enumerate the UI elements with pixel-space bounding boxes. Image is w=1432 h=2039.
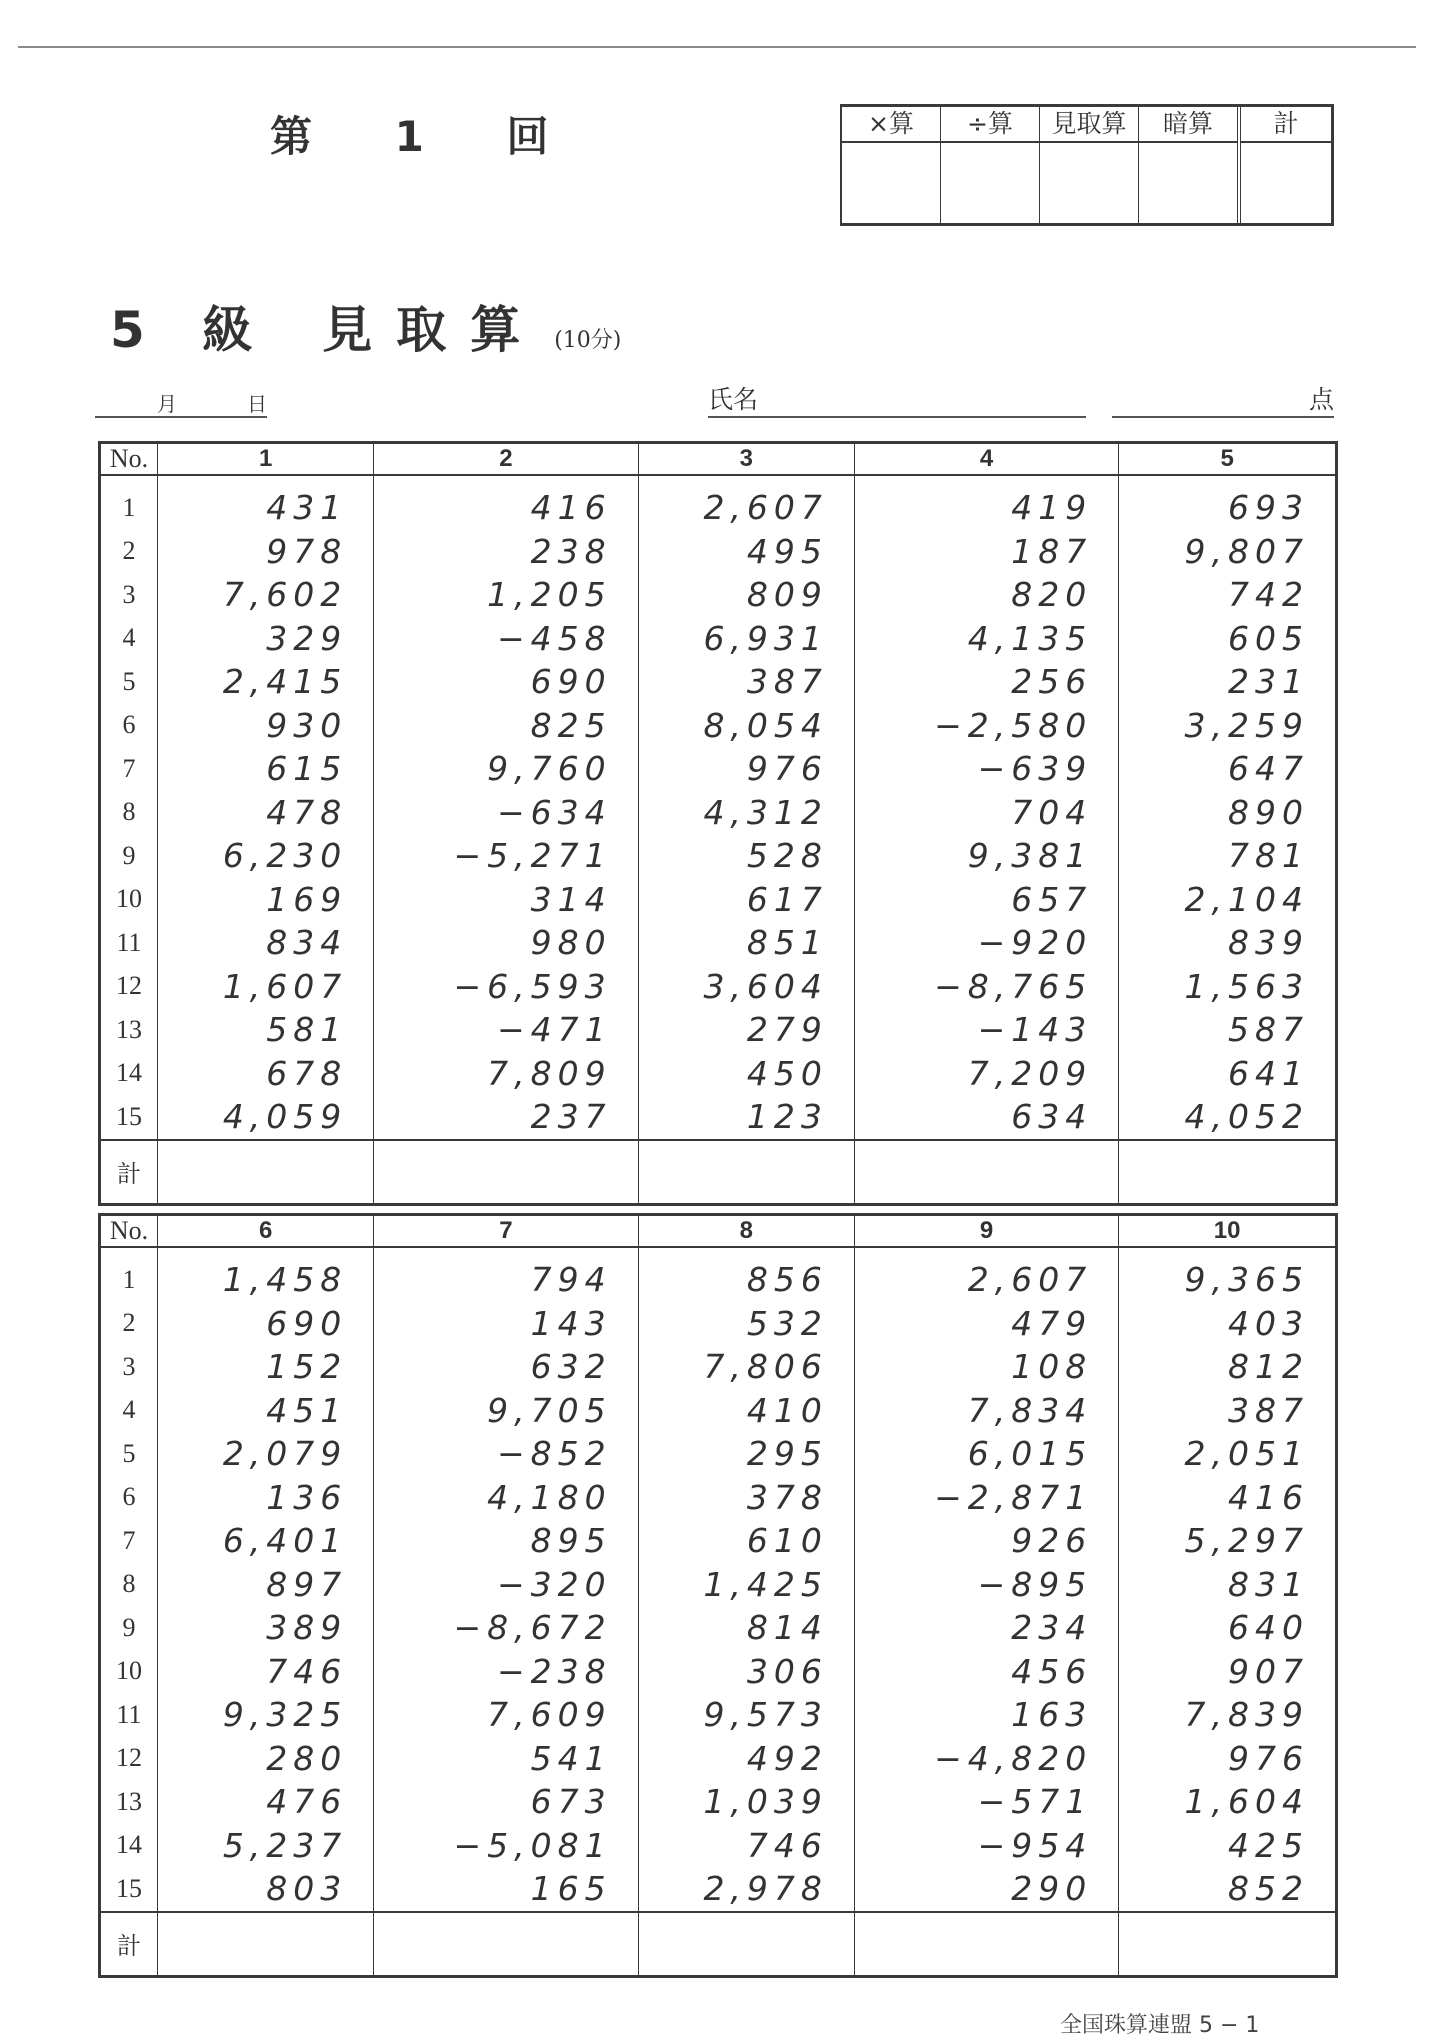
row-number: 7 bbox=[100, 747, 158, 791]
number-cell: 7,806 bbox=[638, 1345, 854, 1389]
number-cell: 2,079 bbox=[158, 1432, 374, 1476]
points-label: 点 bbox=[1308, 385, 1334, 414]
number-cell: 1,205 bbox=[374, 573, 638, 617]
number-cell: 9,705 bbox=[374, 1389, 638, 1433]
table-row bbox=[100, 573, 1337, 617]
table-header-row bbox=[100, 443, 1337, 476]
score-cell[interactable] bbox=[941, 143, 1039, 223]
number-cell: 9,365 bbox=[1119, 1247, 1337, 1302]
number-cell: 378 bbox=[638, 1476, 854, 1520]
number-cell: 834 bbox=[158, 921, 374, 965]
table-row bbox=[100, 965, 1337, 1009]
answer-cell[interactable] bbox=[1119, 1912, 1337, 1977]
number-cell: 690 bbox=[158, 1302, 374, 1346]
problem-header: 5 bbox=[1119, 443, 1337, 476]
table-row bbox=[100, 1824, 1337, 1868]
table-row bbox=[100, 1867, 1337, 1912]
row-number: 5 bbox=[100, 1432, 158, 1476]
number-cell: 9,325 bbox=[158, 1693, 374, 1737]
number-cell: 8,054 bbox=[638, 704, 854, 748]
number-cell: 605 bbox=[1119, 617, 1337, 661]
row-number: 8 bbox=[100, 791, 158, 835]
number-cell: −852 bbox=[374, 1432, 638, 1476]
answer-cell[interactable] bbox=[854, 1912, 1118, 1977]
row-number: 6 bbox=[100, 704, 158, 748]
number-cell: 3,259 bbox=[1119, 704, 1337, 748]
row-number: 12 bbox=[100, 965, 158, 1009]
row-number: 8 bbox=[100, 1563, 158, 1607]
score-col-multiplication bbox=[842, 107, 941, 223]
number-cell: 7,602 bbox=[158, 573, 374, 617]
number-cell: 492 bbox=[638, 1737, 854, 1781]
number-cell: 2,607 bbox=[638, 475, 854, 530]
row-number: 5 bbox=[100, 660, 158, 704]
number-cell: 425 bbox=[1119, 1824, 1337, 1868]
number-cell: 234 bbox=[854, 1606, 1118, 1650]
number-cell: 930 bbox=[158, 704, 374, 748]
number-cell: 693 bbox=[1119, 475, 1337, 530]
number-cell: 746 bbox=[638, 1824, 854, 1868]
name-field[interactable] bbox=[708, 380, 1086, 418]
table-row bbox=[100, 1345, 1337, 1389]
number-cell: 163 bbox=[854, 1693, 1118, 1737]
number-cell: 794 bbox=[374, 1247, 638, 1302]
score-head: 見取算 bbox=[1040, 107, 1138, 143]
number-cell: 528 bbox=[638, 834, 854, 878]
number-cell: 852 bbox=[1119, 1867, 1337, 1912]
score-head: ÷算 bbox=[941, 107, 1039, 143]
number-cell: 295 bbox=[638, 1432, 854, 1476]
number-cell: 820 bbox=[854, 573, 1118, 617]
number-cell: 416 bbox=[374, 475, 638, 530]
score-cell[interactable] bbox=[1139, 143, 1237, 223]
table-row bbox=[100, 1008, 1337, 1052]
number-cell: 926 bbox=[854, 1519, 1118, 1563]
number-cell: 5,297 bbox=[1119, 1519, 1337, 1563]
number-cell: 165 bbox=[374, 1867, 638, 1912]
number-cell: 673 bbox=[374, 1780, 638, 1824]
number-cell: 581 bbox=[158, 1008, 374, 1052]
row-number: 7 bbox=[100, 1519, 158, 1563]
total-label: 計 bbox=[100, 1912, 158, 1977]
number-cell: 237 bbox=[374, 1095, 638, 1140]
table-row bbox=[100, 1052, 1337, 1096]
number-cell: −2,871 bbox=[854, 1476, 1118, 1520]
problem-table-1-5 bbox=[98, 441, 1338, 1206]
number-cell: 403 bbox=[1119, 1302, 1337, 1346]
row-number: 4 bbox=[100, 617, 158, 661]
number-cell: 450 bbox=[638, 1052, 854, 1096]
answer-cell[interactable] bbox=[374, 1140, 638, 1205]
number-cell: −238 bbox=[374, 1650, 638, 1694]
table-row bbox=[100, 1563, 1337, 1607]
number-cell: 976 bbox=[638, 747, 854, 791]
row-number: 2 bbox=[100, 530, 158, 574]
score-col-total bbox=[1241, 107, 1331, 223]
number-cell: 746 bbox=[158, 1650, 374, 1694]
number-cell: 123 bbox=[638, 1095, 854, 1140]
month-label: 月 bbox=[157, 392, 177, 416]
number-cell: 389 bbox=[158, 1606, 374, 1650]
number-cell: 314 bbox=[374, 878, 638, 922]
number-cell: 136 bbox=[158, 1476, 374, 1520]
score-head: ×算 bbox=[842, 107, 940, 143]
number-cell: −5,081 bbox=[374, 1824, 638, 1868]
number-cell: 1,425 bbox=[638, 1563, 854, 1607]
table-row bbox=[100, 834, 1337, 878]
number-cell: 431 bbox=[158, 475, 374, 530]
points-field[interactable] bbox=[1112, 380, 1334, 418]
subject-label: 見取算 bbox=[322, 301, 545, 359]
number-cell: 143 bbox=[374, 1302, 638, 1346]
table-row bbox=[100, 1780, 1337, 1824]
number-cell: −920 bbox=[854, 921, 1118, 965]
number-cell: 456 bbox=[854, 1650, 1118, 1694]
score-head: 計 bbox=[1241, 107, 1331, 143]
number-cell: 5,237 bbox=[158, 1824, 374, 1868]
number-cell: 839 bbox=[1119, 921, 1337, 965]
number-cell: 1,607 bbox=[158, 965, 374, 1009]
number-cell: 187 bbox=[854, 530, 1118, 574]
grade-label: 5 級 bbox=[110, 301, 273, 359]
number-cell: 9,573 bbox=[638, 1693, 854, 1737]
table-row bbox=[100, 475, 1337, 530]
table-row bbox=[100, 530, 1337, 574]
table-row bbox=[100, 1095, 1337, 1140]
problem-header: 8 bbox=[638, 1215, 854, 1248]
time-limit: (10分) bbox=[554, 328, 622, 353]
answer-cell[interactable] bbox=[158, 1912, 374, 1977]
number-cell: 532 bbox=[638, 1302, 854, 1346]
number-cell: 4,135 bbox=[854, 617, 1118, 661]
number-cell: 419 bbox=[854, 475, 1118, 530]
number-cell: 587 bbox=[1119, 1008, 1337, 1052]
table-row bbox=[100, 1606, 1337, 1650]
score-head: 暗算 bbox=[1139, 107, 1237, 143]
number-cell: 6,401 bbox=[158, 1519, 374, 1563]
row-number: 13 bbox=[100, 1780, 158, 1824]
number-cell: 4,052 bbox=[1119, 1095, 1337, 1140]
number-cell: 831 bbox=[1119, 1563, 1337, 1607]
table-row bbox=[100, 704, 1337, 748]
table-row bbox=[100, 1693, 1337, 1737]
row-number: 11 bbox=[100, 1693, 158, 1737]
number-cell: 615 bbox=[158, 747, 374, 791]
number-cell: 742 bbox=[1119, 573, 1337, 617]
number-cell: 781 bbox=[1119, 834, 1337, 878]
number-cell: 1,563 bbox=[1119, 965, 1337, 1009]
number-cell: 632 bbox=[374, 1345, 638, 1389]
table-row bbox=[100, 1389, 1337, 1433]
number-cell: −8,672 bbox=[374, 1606, 638, 1650]
table-row bbox=[100, 660, 1337, 704]
number-cell: 2,051 bbox=[1119, 1432, 1337, 1476]
number-cell: 634 bbox=[854, 1095, 1118, 1140]
total-row bbox=[100, 1140, 1337, 1205]
number-cell: 856 bbox=[638, 1247, 854, 1302]
number-cell: 3,604 bbox=[638, 965, 854, 1009]
number-cell: 451 bbox=[158, 1389, 374, 1433]
number-cell: 812 bbox=[1119, 1345, 1337, 1389]
number-cell: 231 bbox=[1119, 660, 1337, 704]
table-row bbox=[100, 1432, 1337, 1476]
row-number: 10 bbox=[100, 878, 158, 922]
total-label: 計 bbox=[100, 1140, 158, 1205]
table-header-row bbox=[100, 1215, 1337, 1248]
number-cell: −320 bbox=[374, 1563, 638, 1607]
score-cell[interactable] bbox=[1241, 143, 1331, 223]
number-cell: 290 bbox=[854, 1867, 1118, 1912]
row-number: 13 bbox=[100, 1008, 158, 1052]
score-col-anzan bbox=[1139, 107, 1241, 223]
row-number: 4 bbox=[100, 1389, 158, 1433]
number-cell: 2,978 bbox=[638, 1867, 854, 1912]
number-cell: −6,593 bbox=[374, 965, 638, 1009]
number-cell: 9,807 bbox=[1119, 530, 1337, 574]
number-cell: 7,209 bbox=[854, 1052, 1118, 1096]
number-cell: 640 bbox=[1119, 1606, 1337, 1650]
round-title: 第 1 回 bbox=[270, 112, 583, 161]
number-cell: 678 bbox=[158, 1052, 374, 1096]
number-cell: 617 bbox=[638, 878, 854, 922]
row-number: 9 bbox=[100, 1606, 158, 1650]
table-row bbox=[100, 1476, 1337, 1520]
row-number: 1 bbox=[100, 475, 158, 530]
number-cell: 478 bbox=[158, 791, 374, 835]
number-cell: 2,104 bbox=[1119, 878, 1337, 922]
number-cell: 6,931 bbox=[638, 617, 854, 661]
score-col-mitorizan bbox=[1040, 107, 1139, 223]
number-cell: 4,180 bbox=[374, 1476, 638, 1520]
answer-cell[interactable] bbox=[854, 1140, 1118, 1205]
number-cell: 306 bbox=[638, 1650, 854, 1694]
number-cell: 895 bbox=[374, 1519, 638, 1563]
number-cell: 907 bbox=[1119, 1650, 1337, 1694]
problem-header: 6 bbox=[158, 1215, 374, 1248]
number-cell: −471 bbox=[374, 1008, 638, 1052]
problem-header: 10 bbox=[1119, 1215, 1337, 1248]
row-number: 3 bbox=[100, 1345, 158, 1389]
number-cell: 416 bbox=[1119, 1476, 1337, 1520]
table-row bbox=[100, 747, 1337, 791]
table-row bbox=[100, 617, 1337, 661]
table-row bbox=[100, 1737, 1337, 1781]
problem-header: 3 bbox=[638, 443, 854, 476]
number-cell: 814 bbox=[638, 1606, 854, 1650]
number-cell: 704 bbox=[854, 791, 1118, 835]
number-cell: 6,015 bbox=[854, 1432, 1118, 1476]
problem-header: 4 bbox=[854, 443, 1118, 476]
number-cell: 9,381 bbox=[854, 834, 1118, 878]
number-cell: 851 bbox=[638, 921, 854, 965]
row-number: 2 bbox=[100, 1302, 158, 1346]
problem-header: 9 bbox=[854, 1215, 1118, 1248]
no-header: No. bbox=[100, 443, 158, 476]
date-field[interactable] bbox=[95, 386, 267, 418]
scan-top-edge bbox=[18, 46, 1416, 48]
number-cell: −954 bbox=[854, 1824, 1118, 1868]
number-cell: 7,609 bbox=[374, 1693, 638, 1737]
number-cell: 610 bbox=[638, 1519, 854, 1563]
number-cell: 978 bbox=[158, 530, 374, 574]
number-cell: 541 bbox=[374, 1737, 638, 1781]
number-cell: 238 bbox=[374, 530, 638, 574]
row-number: 11 bbox=[100, 921, 158, 965]
answer-cell[interactable] bbox=[158, 1140, 374, 1205]
table-row bbox=[100, 1302, 1337, 1346]
number-cell: 329 bbox=[158, 617, 374, 661]
number-cell: 647 bbox=[1119, 747, 1337, 791]
table-row bbox=[100, 921, 1337, 965]
number-cell: 2,607 bbox=[854, 1247, 1118, 1302]
number-cell: 980 bbox=[374, 921, 638, 965]
number-cell: −143 bbox=[854, 1008, 1118, 1052]
number-cell: −639 bbox=[854, 747, 1118, 791]
no-header: No. bbox=[100, 1215, 158, 1248]
number-cell: 641 bbox=[1119, 1052, 1337, 1096]
number-cell: 897 bbox=[158, 1563, 374, 1607]
number-cell: −4,820 bbox=[854, 1737, 1118, 1781]
name-label: 氏名 bbox=[708, 385, 759, 414]
number-cell: 387 bbox=[638, 660, 854, 704]
row-number: 14 bbox=[100, 1824, 158, 1868]
problem-header: 7 bbox=[374, 1215, 638, 1248]
number-cell: 2,415 bbox=[158, 660, 374, 704]
number-cell: 6,230 bbox=[158, 834, 374, 878]
number-cell: 7,839 bbox=[1119, 1693, 1337, 1737]
number-cell: 4,312 bbox=[638, 791, 854, 835]
number-cell: 7,809 bbox=[374, 1052, 638, 1096]
problem-table-6-10 bbox=[98, 1213, 1338, 1978]
problem-header: 1 bbox=[158, 443, 374, 476]
number-cell: 1,604 bbox=[1119, 1780, 1337, 1824]
number-cell: 476 bbox=[158, 1780, 374, 1824]
score-box bbox=[840, 104, 1334, 226]
number-cell: 410 bbox=[638, 1389, 854, 1433]
row-number: 15 bbox=[100, 1867, 158, 1912]
subject-title bbox=[110, 290, 621, 362]
row-number: 9 bbox=[100, 834, 158, 878]
number-cell: 169 bbox=[158, 878, 374, 922]
number-cell: 280 bbox=[158, 1737, 374, 1781]
answer-cell[interactable] bbox=[1119, 1140, 1337, 1205]
row-number: 12 bbox=[100, 1737, 158, 1781]
table-row bbox=[100, 878, 1337, 922]
number-cell: 809 bbox=[638, 573, 854, 617]
table-row bbox=[100, 1650, 1337, 1694]
row-number: 3 bbox=[100, 573, 158, 617]
number-cell: 1,458 bbox=[158, 1247, 374, 1302]
number-cell: 108 bbox=[854, 1345, 1118, 1389]
answer-cell[interactable] bbox=[638, 1912, 854, 1977]
row-number: 10 bbox=[100, 1650, 158, 1694]
answer-cell[interactable] bbox=[638, 1140, 854, 1205]
table-row bbox=[100, 791, 1337, 835]
number-cell: 4,059 bbox=[158, 1095, 374, 1140]
score-cell[interactable] bbox=[1040, 143, 1138, 223]
number-cell: 7,834 bbox=[854, 1389, 1118, 1433]
number-cell: 9,760 bbox=[374, 747, 638, 791]
number-cell: 657 bbox=[854, 878, 1118, 922]
number-cell: 387 bbox=[1119, 1389, 1337, 1433]
number-cell: −5,271 bbox=[374, 834, 638, 878]
number-cell: 803 bbox=[158, 1867, 374, 1912]
score-col-division bbox=[941, 107, 1040, 223]
day-label: 日 bbox=[247, 392, 267, 416]
score-cell[interactable] bbox=[842, 143, 940, 223]
number-cell: 495 bbox=[638, 530, 854, 574]
row-number: 1 bbox=[100, 1247, 158, 1302]
number-cell: −2,580 bbox=[854, 704, 1118, 748]
table-row bbox=[100, 1519, 1337, 1563]
number-cell: −571 bbox=[854, 1780, 1118, 1824]
total-row bbox=[100, 1912, 1337, 1977]
number-cell: 976 bbox=[1119, 1737, 1337, 1781]
number-cell: −458 bbox=[374, 617, 638, 661]
number-cell: 479 bbox=[854, 1302, 1118, 1346]
number-cell: 152 bbox=[158, 1345, 374, 1389]
row-number: 14 bbox=[100, 1052, 158, 1096]
number-cell: 690 bbox=[374, 660, 638, 704]
answer-cell[interactable] bbox=[374, 1912, 638, 1977]
number-cell: 256 bbox=[854, 660, 1118, 704]
problem-header: 2 bbox=[374, 443, 638, 476]
number-cell: 890 bbox=[1119, 791, 1337, 835]
number-cell: −895 bbox=[854, 1563, 1118, 1607]
row-number: 6 bbox=[100, 1476, 158, 1520]
number-cell: 1,039 bbox=[638, 1780, 854, 1824]
row-number: 15 bbox=[100, 1095, 158, 1140]
number-cell: −634 bbox=[374, 791, 638, 835]
number-cell: −8,765 bbox=[854, 965, 1118, 1009]
number-cell: 279 bbox=[638, 1008, 854, 1052]
table-row bbox=[100, 1247, 1337, 1302]
number-cell: 825 bbox=[374, 704, 638, 748]
footer-publisher: 全国珠算連盟 5 − 1 bbox=[1060, 2013, 1260, 2038]
